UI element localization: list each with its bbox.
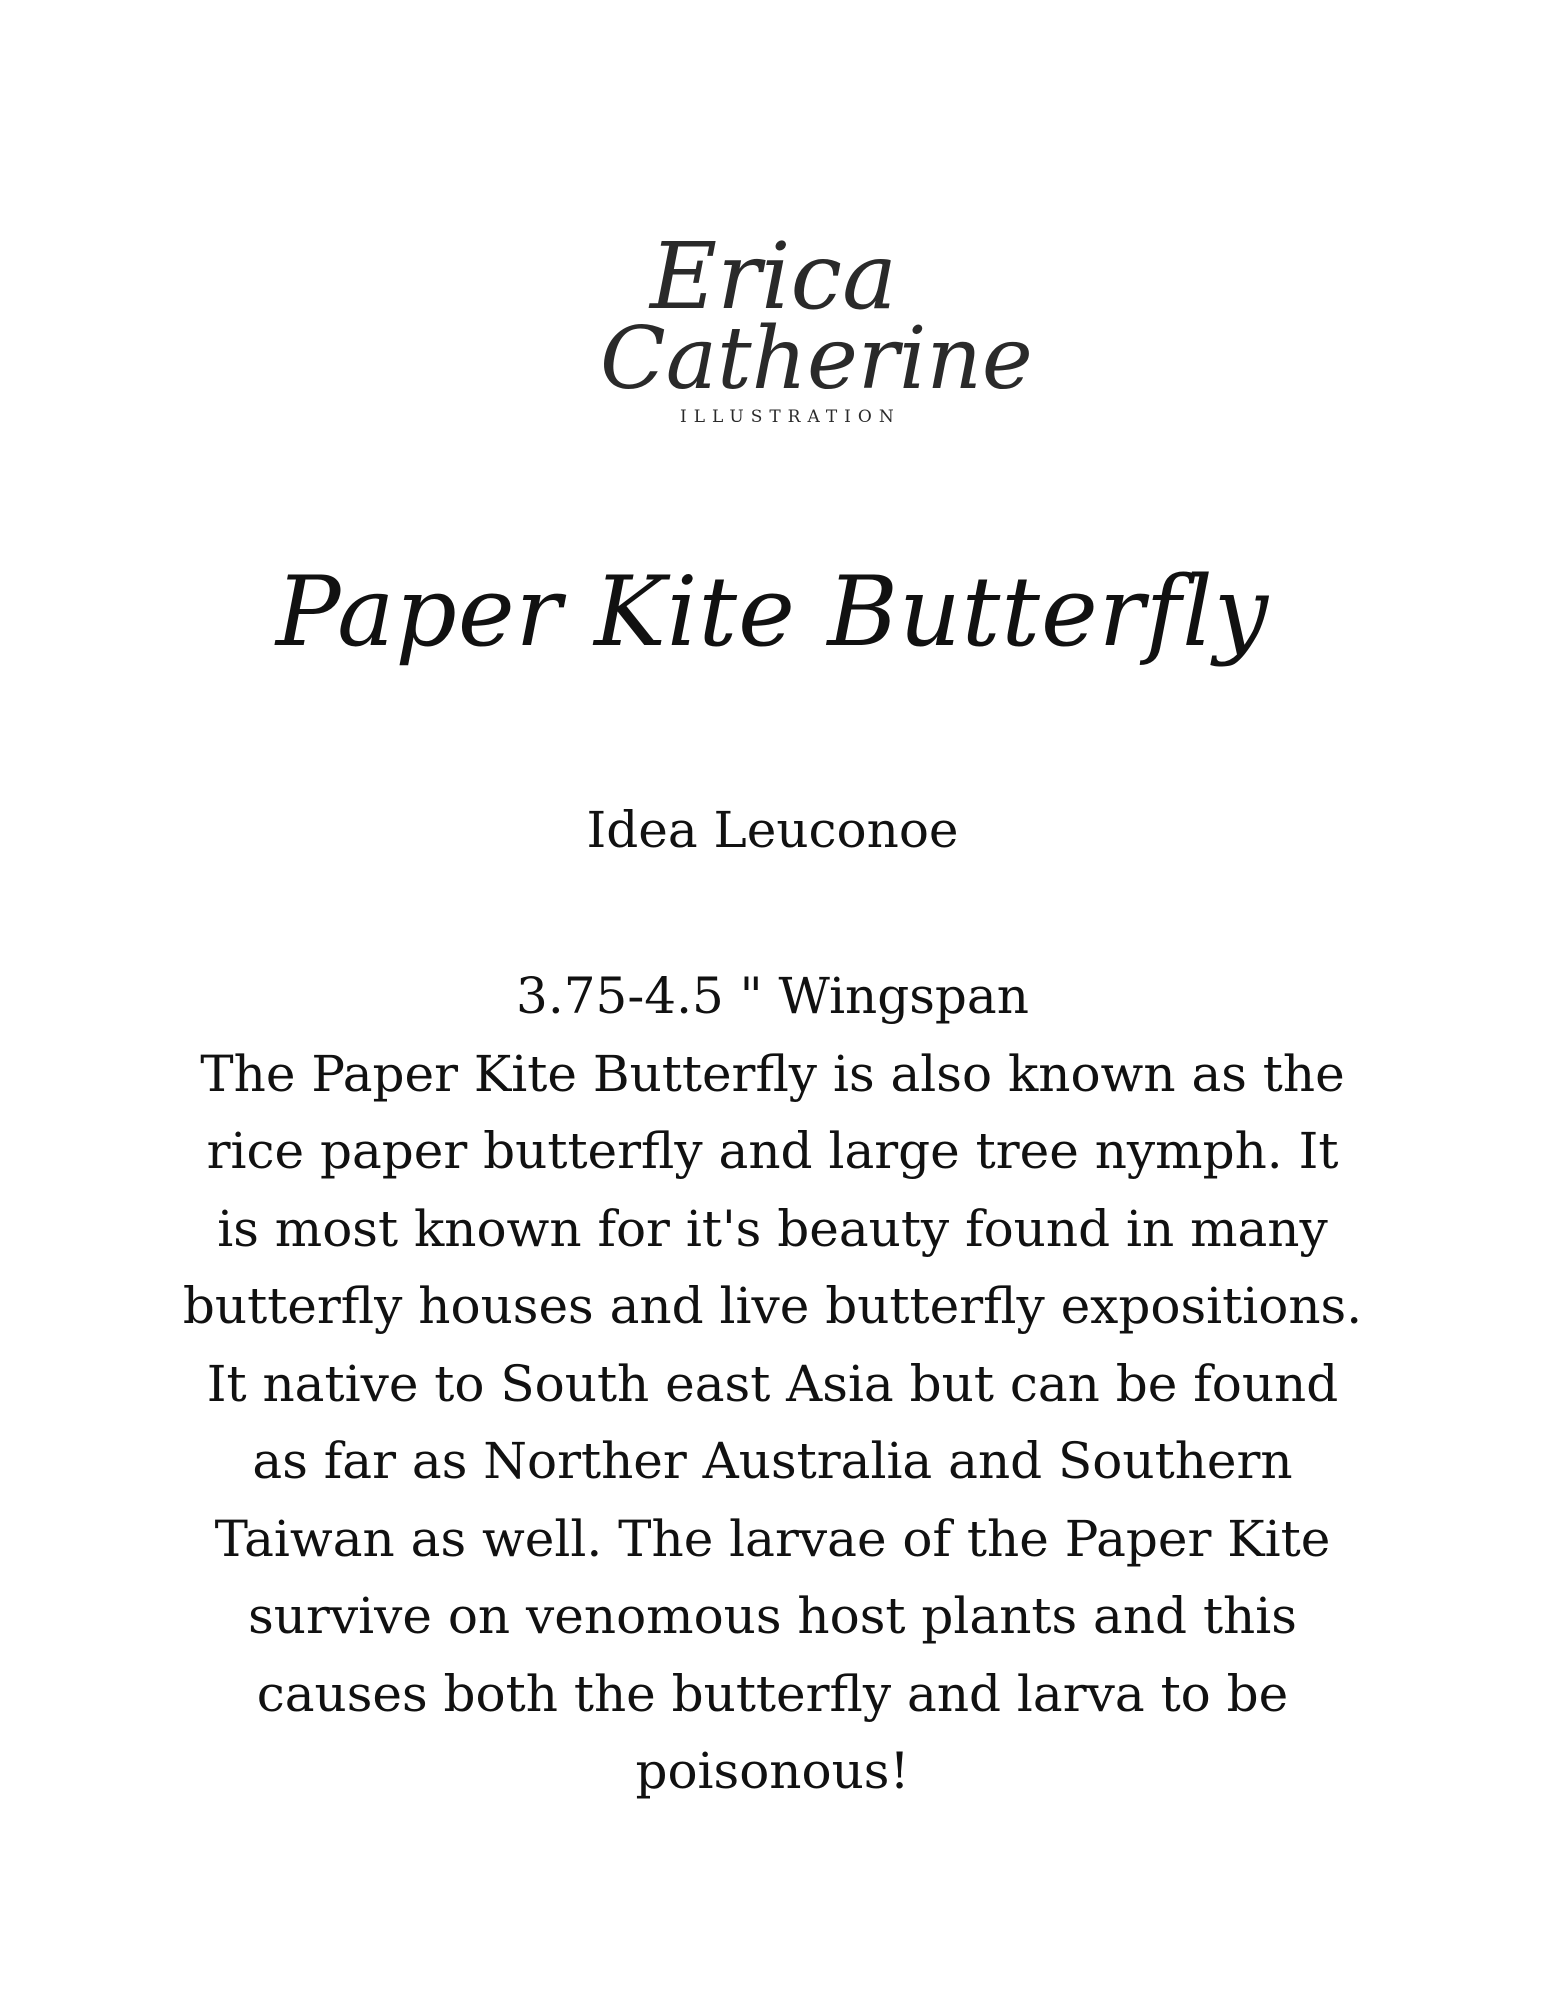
description-paragraph: The Paper Kite Butterfly is also known as the rice paper butterfly and large tree nymph. It is most known for it's beauty found in many butterfly houses and live butterfly expositions. It native to South east Asia but can be found as far as Norther Australia and Southern Taiwan as well. The larvae of the Paper Kite survive on venomous host plants and this causes both the butterfly and larva to be poisonous! xyxy=(182,1044,1363,1800)
wingspan-text: 3.75-4.5 " Wingspan xyxy=(516,967,1029,1025)
brand-logo xyxy=(600,210,1033,440)
logo-line-2: Catherine xyxy=(600,309,1033,409)
page-title: Paper Kite Butterfly xyxy=(275,556,1270,668)
logo-wordmark xyxy=(600,210,1033,440)
logo-line-1: Erica xyxy=(650,223,897,330)
scientific-name: Idea Leuconoe xyxy=(586,801,959,859)
description-block xyxy=(180,958,1365,1811)
logo-tagline: ILLUSTRATION xyxy=(680,407,901,427)
